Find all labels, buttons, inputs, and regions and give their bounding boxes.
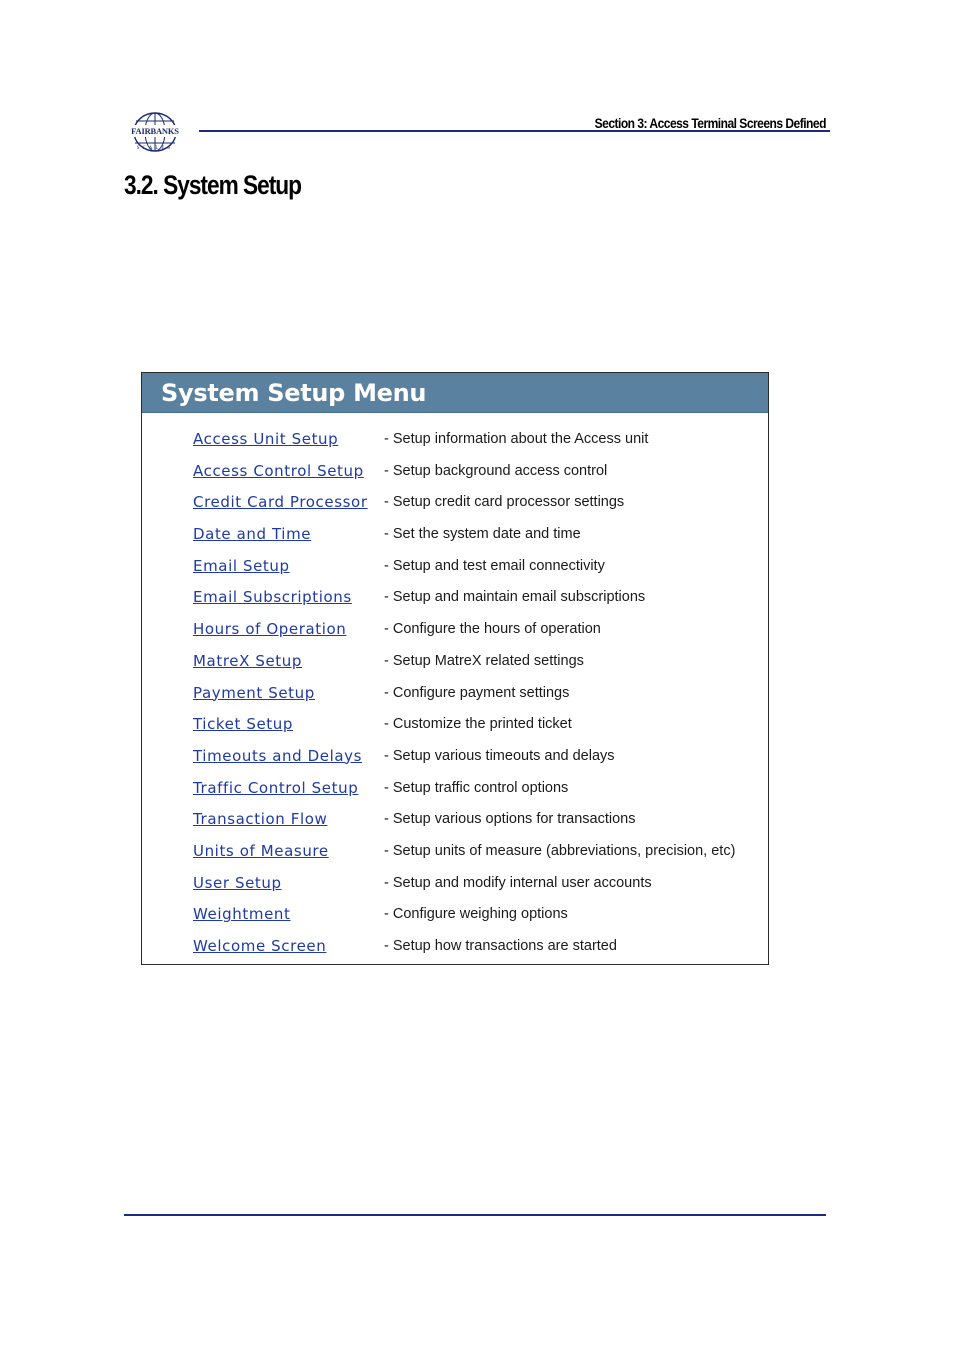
panel-title: System Setup Menu xyxy=(161,379,427,407)
menu-link-ticket-setup[interactable]: Ticket Setup xyxy=(193,715,294,734)
menu-description: - Setup how transactions are started xyxy=(384,938,617,954)
logo-wordmark: FAIRBANKS xyxy=(131,126,179,136)
menu-link-matrex-setup[interactable]: MatreX Setup xyxy=(193,651,302,670)
section-label: Section 3: Access Terminal Screens Defined xyxy=(594,115,826,131)
menu-link-timeouts-and-delays[interactable]: Timeouts and Delays xyxy=(193,746,363,765)
menu-item xyxy=(193,837,763,869)
menu-link-transaction-flow[interactable]: Transaction Flow xyxy=(193,810,328,829)
menu-link-user-setup[interactable]: User Setup xyxy=(193,873,282,892)
menu-description: - Set the system date and time xyxy=(384,526,581,543)
menu-description: - Configure payment settings xyxy=(384,684,570,701)
menu-link-payment-setup[interactable]: Payment Setup xyxy=(193,683,315,702)
menu-description: - Setup and modify internal user accounts xyxy=(384,874,652,891)
logo-subtext: SCALES xyxy=(136,146,174,151)
menu-link-credit-card-processor[interactable]: Credit Card Processor xyxy=(193,493,368,512)
setup-menu-list xyxy=(193,425,763,964)
menu-link-email-setup[interactable]: Email Setup xyxy=(193,556,290,575)
menu-item xyxy=(193,774,763,806)
menu-item xyxy=(193,742,763,774)
panel-header xyxy=(142,373,768,413)
menu-item xyxy=(193,869,763,901)
menu-item xyxy=(193,679,763,711)
fairbanks-logo xyxy=(124,112,186,154)
menu-description: - Setup various options for transactions xyxy=(384,811,636,828)
menu-description: - Setup information about the Access unit xyxy=(384,431,649,447)
menu-description: - Setup credit card processor settings xyxy=(384,494,625,511)
menu-item xyxy=(193,932,763,964)
menu-item xyxy=(193,488,763,520)
menu-item xyxy=(193,647,763,679)
footer-divider xyxy=(124,1214,826,1216)
menu-link-date-and-time[interactable]: Date and Time xyxy=(193,525,312,544)
menu-link-welcome-screen[interactable]: Welcome Screen xyxy=(193,937,327,955)
menu-link-hours-of-operation[interactable]: Hours of Operation xyxy=(193,620,347,639)
menu-item xyxy=(193,425,763,457)
menu-link-units-of-measure[interactable]: Units of Measure xyxy=(193,841,329,860)
menu-item xyxy=(193,615,763,647)
menu-item xyxy=(193,710,763,742)
menu-item xyxy=(193,520,763,552)
menu-description: - Configure the hours of operation xyxy=(384,621,601,638)
menu-description: - Setup various timeouts and delays xyxy=(384,747,615,764)
menu-item xyxy=(193,900,763,932)
menu-description: - Configure weighing options xyxy=(384,906,568,923)
menu-description: - Setup units of measure (abbreviations, precision, etc) xyxy=(384,842,736,859)
menu-description: - Setup and maintain email subscriptions xyxy=(384,589,646,606)
menu-item xyxy=(193,457,763,489)
menu-item xyxy=(193,552,763,584)
menu-link-access-unit-setup[interactable]: Access Unit Setup xyxy=(193,430,339,448)
page-title: 3.2. System Setup xyxy=(124,170,301,200)
menu-item xyxy=(193,805,763,837)
menu-item xyxy=(193,583,763,615)
system-setup-menu-panel xyxy=(141,372,769,965)
menu-link-access-control-setup[interactable]: Access Control Setup xyxy=(193,461,364,480)
menu-description: - Setup MatreX related settings xyxy=(384,652,584,669)
menu-description: - Setup and test email connectivity xyxy=(384,557,605,574)
menu-description: - Setup traffic control options xyxy=(384,779,569,796)
menu-description: - Customize the printed ticket xyxy=(384,716,572,733)
menu-link-email-subscriptions[interactable]: Email Subscriptions xyxy=(193,588,352,607)
menu-link-weightment[interactable]: Weightment xyxy=(193,905,291,924)
menu-link-traffic-control-setup[interactable]: Traffic Control Setup xyxy=(193,778,359,797)
menu-description: - Setup background access control xyxy=(384,462,608,479)
